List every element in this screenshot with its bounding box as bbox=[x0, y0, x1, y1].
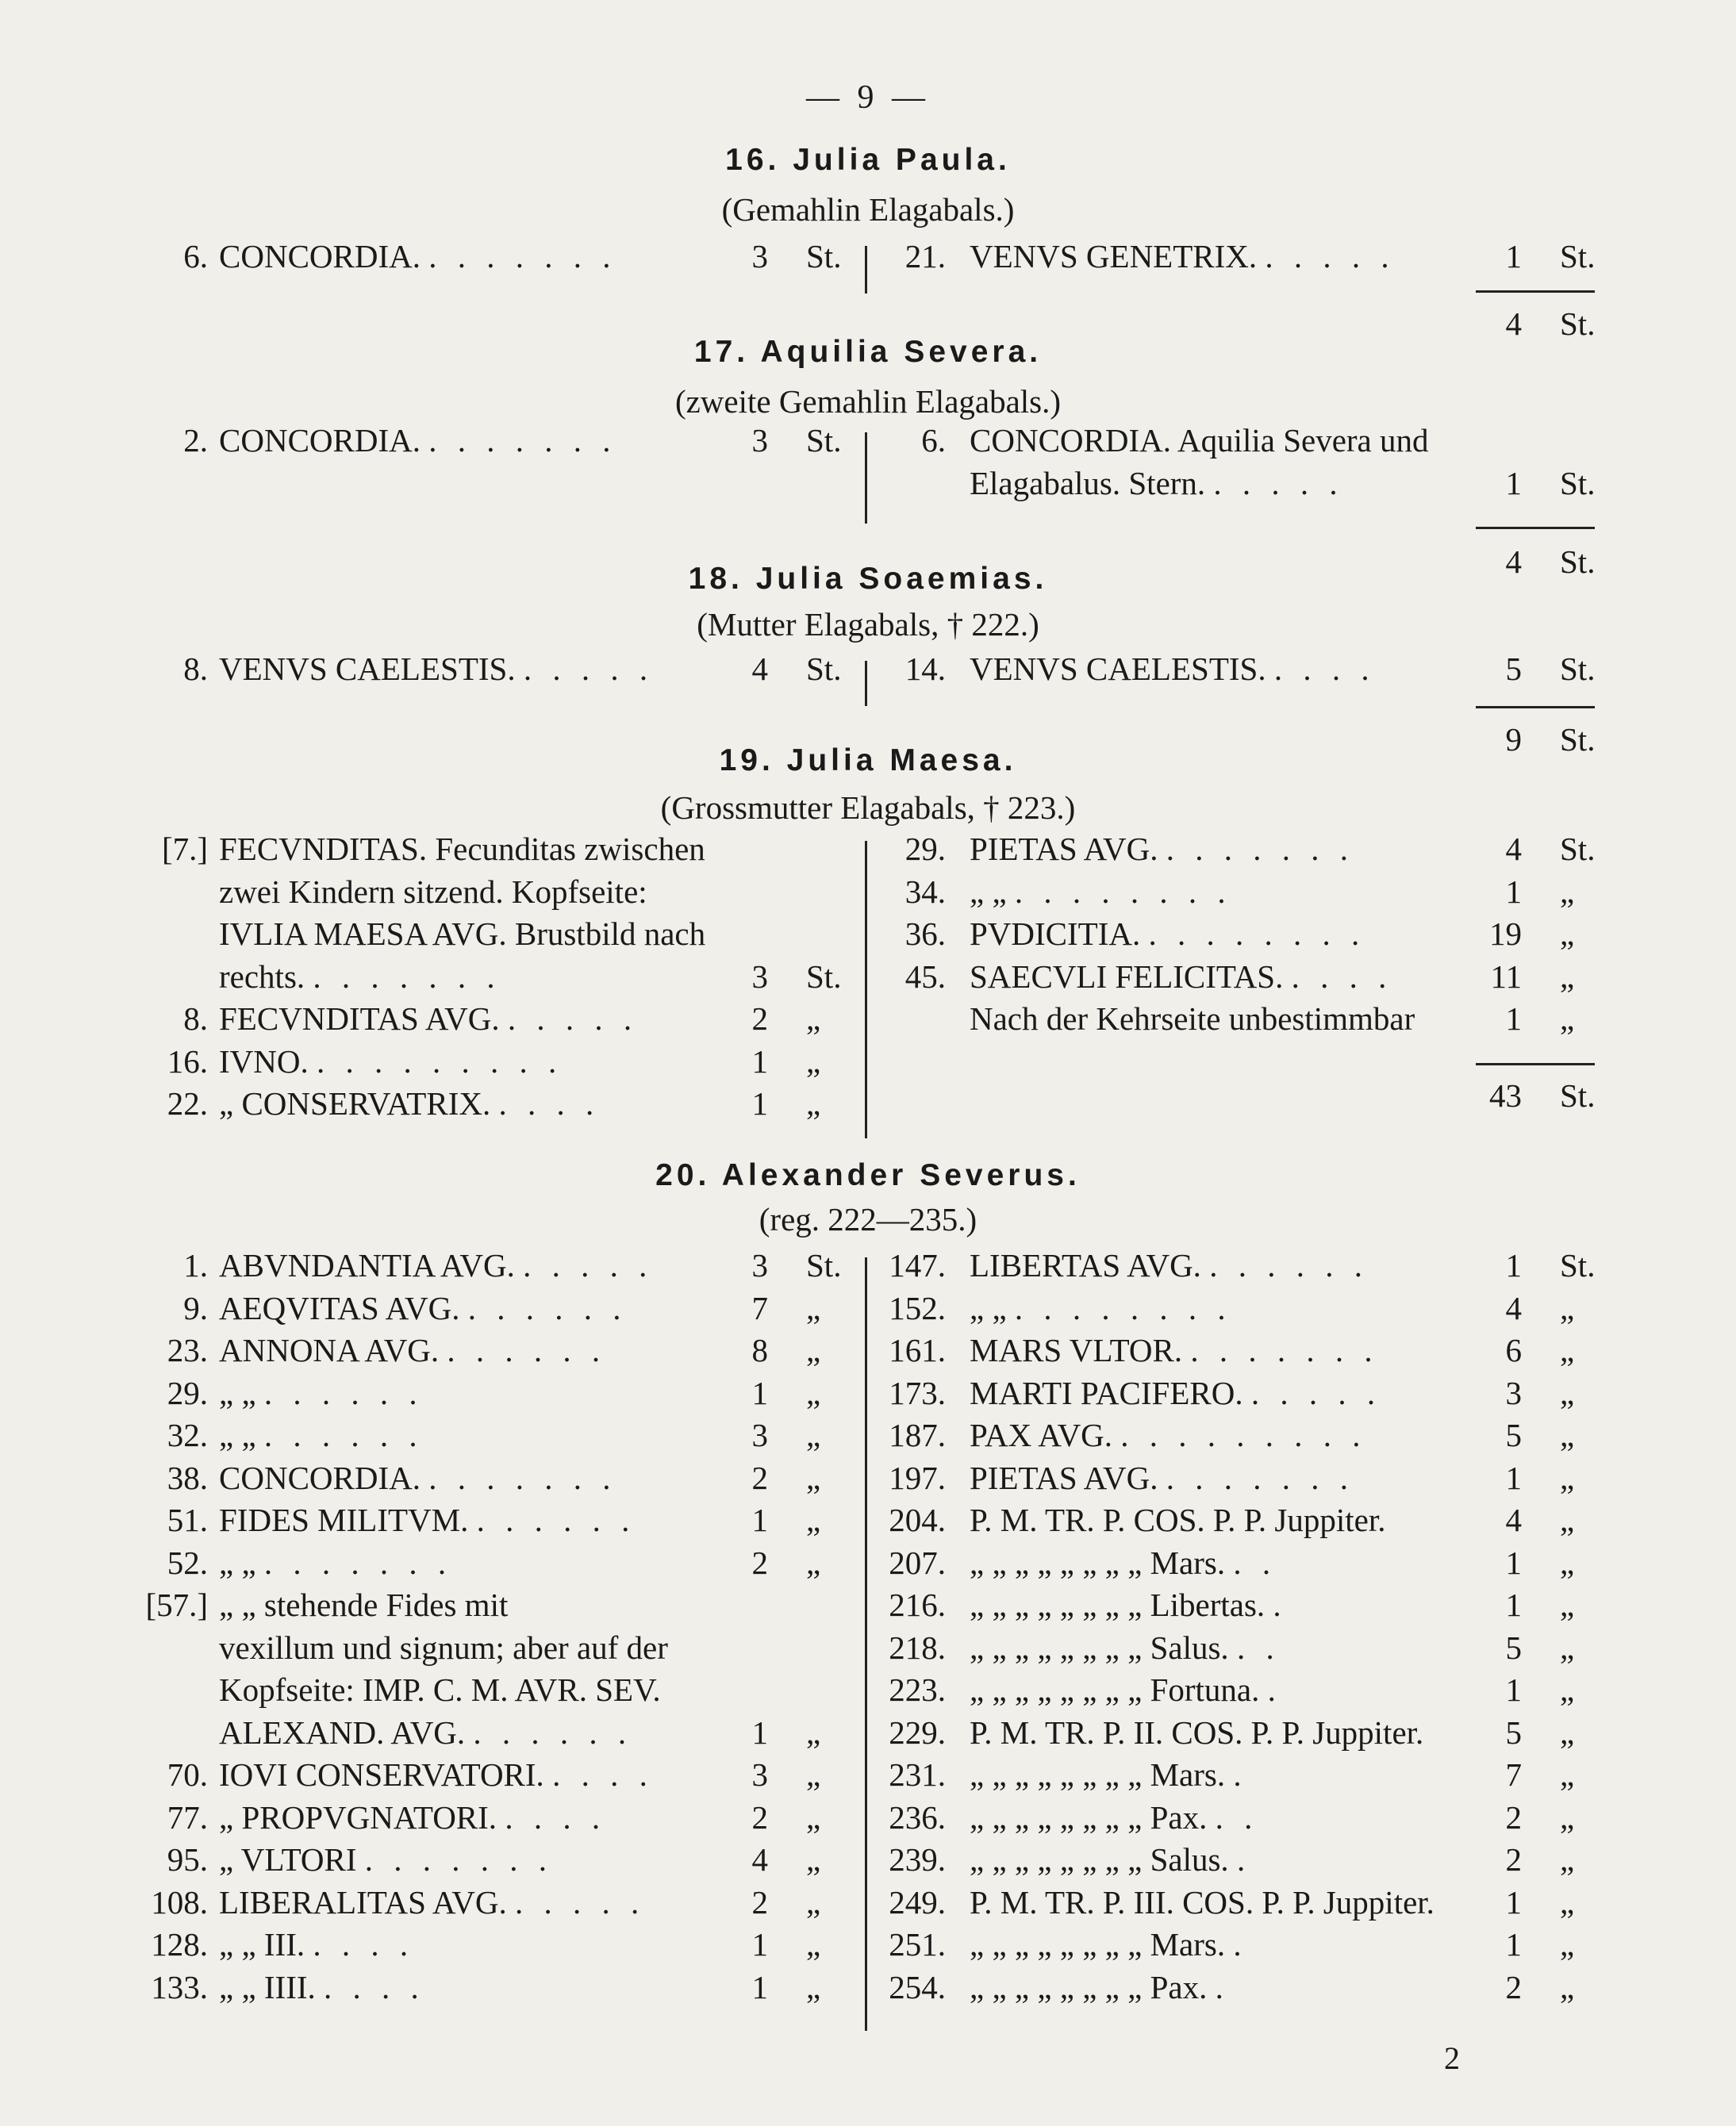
left-entry-number: 95. bbox=[167, 1841, 208, 1878]
leader-dots: . . . . . . . bbox=[428, 238, 617, 274]
left-entry-text: IVLIA MAESA AVG. Brustbild nach bbox=[219, 915, 706, 952]
right-entry-unit: St. bbox=[1560, 238, 1596, 274]
left-entry-unit: „ bbox=[806, 1926, 821, 1963]
leader-dots: . bbox=[1273, 1587, 1288, 1623]
left-entry-number: 108. bbox=[151, 1883, 208, 1921]
right-entry-unit: „ bbox=[1560, 1883, 1575, 1921]
leader-dots: . . bbox=[1236, 1629, 1281, 1666]
leader-dots: . . . . . . bbox=[263, 1374, 424, 1411]
left-entry-count: 1 bbox=[751, 1968, 768, 2005]
left-entry-number: 51. bbox=[167, 1502, 208, 1538]
total-count: 4 bbox=[1505, 543, 1522, 580]
left-entry-count: 3 bbox=[751, 1417, 768, 1453]
left-entry-number: 133. bbox=[151, 1968, 208, 2005]
left-entry-count: 3 bbox=[751, 238, 768, 274]
right-entry-text: MARS VLTOR. . . . . . . . bbox=[970, 1332, 1379, 1368]
right-entry-unit: „ bbox=[1560, 1502, 1575, 1538]
section-title: 20. Alexander Severus. bbox=[655, 1158, 1081, 1192]
right-entry-count: 19 bbox=[1489, 915, 1522, 952]
left-entry-text: FECVNDITAS AVG. . . . . . bbox=[219, 1000, 639, 1037]
right-entry-unit: „ bbox=[1560, 915, 1575, 952]
right-entry-text: PIETAS AVG. . . . . . . . bbox=[970, 1459, 1354, 1496]
right-entry-text: „ „ „ „ „ „ „ „ Mars. . bbox=[970, 1926, 1248, 1963]
left-entry-count: 1 bbox=[751, 1085, 768, 1122]
right-entry-number: 207. bbox=[889, 1544, 946, 1581]
right-entry-text: „ „ „ „ „ „ „ „ Salus. . . bbox=[970, 1629, 1281, 1666]
right-entry-text: P. M. TR. P. COS. P. P. Juppiter. bbox=[970, 1502, 1386, 1538]
right-entry-text: „ „ „ „ „ „ „ „ Mars. . bbox=[970, 1756, 1248, 1793]
left-entry-unit: St. bbox=[806, 957, 842, 995]
leader-dots: . . . . bbox=[324, 1968, 425, 2005]
section-title: 17. Aquilia Severa. bbox=[693, 335, 1043, 369]
left-entry-unit: „ bbox=[806, 1883, 821, 1921]
left-entry-unit: „ bbox=[806, 1544, 821, 1581]
left-entry-number: 6. bbox=[183, 238, 208, 274]
left-entry-number: [57.] bbox=[145, 1587, 208, 1623]
left-entry-number: 2. bbox=[183, 422, 208, 459]
right-entry-number: 223. bbox=[889, 1671, 946, 1708]
left-entry-count: 4 bbox=[751, 1841, 768, 1878]
leader-dots: . . . . . . bbox=[476, 1502, 636, 1538]
leader-dots: . . . . . . bbox=[473, 1713, 633, 1751]
left-entry-text: rechts. . . . . . . . bbox=[219, 957, 501, 995]
signature-mark: 2 bbox=[1444, 2040, 1460, 2076]
right-entry-count: 1 bbox=[1505, 1587, 1522, 1623]
left-entry-text: ANNONA AVG. . . . . . . bbox=[219, 1332, 607, 1368]
total-unit: St. bbox=[1560, 1077, 1596, 1114]
right-entry-text: CONCORDIA. Aquilia Severa und bbox=[970, 422, 1429, 459]
left-entry-number: 9. bbox=[183, 1289, 208, 1326]
leader-dots: . . . . . . bbox=[263, 1417, 424, 1453]
right-entry-count: 1 bbox=[1505, 1544, 1522, 1581]
right-entry-unit: „ bbox=[1560, 1332, 1575, 1368]
right-entry-unit: „ bbox=[1560, 1587, 1575, 1623]
left-entry-number: 8. bbox=[183, 1000, 208, 1037]
left-entry-unit: „ bbox=[806, 1841, 821, 1878]
right-entry-number: 229. bbox=[889, 1713, 946, 1751]
left-entry-count: 2 bbox=[751, 1459, 768, 1496]
left-entry-text: vexillum und signum; aber auf der bbox=[219, 1629, 668, 1666]
left-entry-unit: „ bbox=[806, 1085, 821, 1122]
leader-dots: . . . . bbox=[1291, 957, 1393, 995]
left-entry-count: 2 bbox=[751, 1798, 768, 1836]
right-entry-text: PAX AVG. . . . . . . . . . bbox=[970, 1417, 1367, 1453]
right-entry-unit: „ bbox=[1560, 1459, 1575, 1496]
right-entry-text: „ „ „ „ „ „ „ „ Pax. . . bbox=[970, 1798, 1259, 1836]
leader-dots: . bbox=[1233, 1926, 1248, 1963]
right-entry-count: 1 bbox=[1505, 238, 1522, 274]
leader-dots: . . . . . bbox=[1250, 1374, 1382, 1411]
left-entry-number: 128. bbox=[151, 1926, 208, 1963]
leader-dots: . . . . . . . bbox=[263, 1544, 453, 1581]
right-entry-unit: „ bbox=[1560, 1968, 1575, 2005]
section-title: 19. Julia Maesa. bbox=[719, 743, 1017, 777]
left-entry-count: 4 bbox=[751, 650, 768, 687]
left-entry-text: LIBERALITAS AVG. . . . . . bbox=[219, 1883, 646, 1921]
right-entry-text: Elagabalus. Stern. . . . . . bbox=[970, 464, 1344, 501]
right-entry-unit: „ bbox=[1560, 957, 1575, 995]
left-entry-text: ABVNDANTIA AVG. . . . . . bbox=[219, 1247, 654, 1284]
left-entry-number: 23. bbox=[167, 1332, 208, 1368]
right-entry-count: 2 bbox=[1505, 1841, 1522, 1878]
left-entry-text: AEQVITAS AVG. . . . . . . bbox=[219, 1289, 628, 1326]
right-entry-number: 251. bbox=[889, 1926, 946, 1963]
leader-dots: . . . . . . . bbox=[428, 422, 617, 459]
left-entry-unit: St. bbox=[806, 422, 842, 459]
total-rule bbox=[1476, 527, 1595, 529]
right-entry-unit: St. bbox=[1560, 464, 1596, 501]
right-entry-count: 1 bbox=[1505, 1883, 1522, 1921]
right-entry-number: 231. bbox=[889, 1756, 946, 1793]
left-entry-unit: „ bbox=[806, 1417, 821, 1453]
leader-dots: . . . . . bbox=[507, 1000, 639, 1037]
left-entry-number: [7.] bbox=[161, 831, 208, 867]
right-entry-count: 1 bbox=[1505, 1459, 1522, 1496]
right-entry-unit: St. bbox=[1560, 650, 1596, 687]
left-entry-unit: St. bbox=[806, 238, 842, 274]
section-subtitle: (zweite Gemahlin Elagabals.) bbox=[674, 383, 1062, 420]
leader-dots: . . bbox=[1233, 1544, 1277, 1581]
left-entry-unit: „ bbox=[806, 1756, 821, 1793]
left-entry-number: 52. bbox=[167, 1544, 208, 1581]
left-entry-text: CONCORDIA. . . . . . . . bbox=[219, 238, 617, 274]
total-count: 43 bbox=[1489, 1077, 1522, 1114]
left-entry-count: 8 bbox=[751, 1332, 768, 1368]
right-entry-number: 197. bbox=[889, 1459, 946, 1496]
left-entry-unit: „ bbox=[806, 1289, 821, 1326]
section-subtitle: (Grossmutter Elagabals, † 223.) bbox=[660, 789, 1076, 826]
leader-dots: . . . . bbox=[313, 1926, 415, 1963]
right-entry-unit: „ bbox=[1560, 1926, 1575, 1963]
left-entry-text: CONCORDIA. . . . . . . . bbox=[219, 1459, 617, 1496]
right-entry-unit: „ bbox=[1560, 873, 1575, 910]
left-entry-unit: „ bbox=[806, 1374, 821, 1411]
left-entry-text: „ „ III. . . . . bbox=[219, 1926, 415, 1963]
right-entry-count: 1 bbox=[1505, 873, 1522, 910]
right-entry-count: 1 bbox=[1505, 464, 1522, 501]
leader-dots: . . . . . . bbox=[467, 1289, 628, 1326]
left-entry-unit: „ bbox=[806, 1459, 821, 1496]
right-entry-count: 5 bbox=[1505, 1629, 1522, 1666]
right-entry-number: 161. bbox=[889, 1332, 946, 1368]
left-entry-count: 1 bbox=[751, 1042, 768, 1080]
left-entry-count: 3 bbox=[751, 422, 768, 459]
total-count: 9 bbox=[1505, 721, 1522, 758]
right-entry-count: 4 bbox=[1505, 1289, 1522, 1326]
total-unit: St. bbox=[1560, 721, 1596, 758]
section-title: 18. Julia Soaemias. bbox=[688, 562, 1048, 596]
total-rule bbox=[1476, 290, 1595, 293]
right-entry-count: 1 bbox=[1505, 1671, 1522, 1708]
left-entry-text: „ VLTORI . . . . . . . bbox=[219, 1841, 554, 1878]
right-entry-text: P. M. TR. P. II. COS. P. P. Juppiter. bbox=[970, 1713, 1424, 1751]
right-entry-unit: „ bbox=[1560, 1713, 1575, 1751]
right-entry-number: 236. bbox=[889, 1798, 946, 1836]
right-entry-text: „ „ . . . . . . . . bbox=[970, 1289, 1232, 1326]
leader-dots: . . . . . . . bbox=[1166, 831, 1354, 867]
left-entry-count: 3 bbox=[751, 1247, 768, 1284]
left-entry-text: CONCORDIA. . . . . . . . bbox=[219, 422, 617, 459]
right-entry-number: 21. bbox=[904, 238, 946, 274]
left-entry-number: 70. bbox=[167, 1756, 208, 1793]
leader-dots: . bbox=[1215, 1968, 1230, 2005]
left-entry-unit: „ bbox=[806, 1000, 821, 1037]
leader-dots: . . . . . . . bbox=[1166, 1459, 1354, 1496]
left-entry-unit: „ bbox=[806, 1042, 821, 1080]
right-entry-text: LIBERTAS AVG. . . . . . . bbox=[970, 1247, 1369, 1284]
page-number: — 9 — bbox=[806, 79, 930, 116]
leader-dots: . . . . . . . . . bbox=[1120, 1417, 1367, 1453]
right-entry-text: „ „ „ „ „ „ „ „ Pax. . bbox=[970, 1968, 1230, 2005]
right-entry-number: 45. bbox=[904, 957, 946, 995]
left-entry-text: „ PROPVGNATORI. . . . . bbox=[219, 1798, 607, 1836]
leader-dots: . . . . . . . . bbox=[1014, 1289, 1232, 1326]
right-entry-unit: „ bbox=[1560, 1374, 1575, 1411]
right-entry-count: 7 bbox=[1505, 1756, 1522, 1793]
leader-dots: . . . . . . . . bbox=[1148, 915, 1366, 952]
right-entry-count: 3 bbox=[1505, 1374, 1522, 1411]
right-entry-count: 1 bbox=[1505, 1926, 1522, 1963]
right-entry-text: Nach der Kehrseite unbestimmbar bbox=[970, 1000, 1415, 1037]
leader-dots: . . . . . bbox=[523, 650, 655, 687]
right-entry-number: 249. bbox=[889, 1883, 946, 1921]
left-entry-number: 77. bbox=[167, 1798, 208, 1836]
right-entry-count: 5 bbox=[1505, 1713, 1522, 1751]
left-entry-text: „ „ stehende Fides mit bbox=[219, 1587, 509, 1623]
section-title: 16. Julia Paula. bbox=[725, 143, 1011, 177]
leader-dots: . . . . . . . bbox=[364, 1841, 554, 1878]
leader-dots: . . . . bbox=[552, 1756, 654, 1793]
right-entry-number: 14. bbox=[904, 650, 946, 687]
leader-dots: . . . . . bbox=[514, 1883, 646, 1921]
left-entry-number: 16. bbox=[167, 1042, 208, 1080]
total-unit: St. bbox=[1560, 543, 1596, 580]
left-entry-unit: „ bbox=[806, 1713, 821, 1751]
right-entry-unit: „ bbox=[1560, 1671, 1575, 1708]
right-entry-number: 6. bbox=[921, 422, 946, 459]
leader-dots: . . . . . bbox=[1213, 464, 1344, 501]
right-entry-count: 1 bbox=[1505, 1000, 1522, 1037]
leader-dots: . . bbox=[1215, 1798, 1259, 1836]
left-entry-count: 2 bbox=[751, 1000, 768, 1037]
right-entry-unit: „ bbox=[1560, 1000, 1575, 1037]
leader-dots: . . . . bbox=[505, 1798, 607, 1836]
left-entry-text: IVNO. . . . . . . . . . bbox=[219, 1042, 563, 1080]
left-entry-unit: „ bbox=[806, 1968, 821, 2005]
right-entry-unit: „ bbox=[1560, 1417, 1575, 1453]
left-entry-unit: „ bbox=[806, 1502, 821, 1538]
right-entry-text: „ „ „ „ „ „ „ „ Libertas. . bbox=[970, 1587, 1288, 1623]
total-rule bbox=[1476, 706, 1595, 708]
right-entry-number: 147. bbox=[889, 1247, 946, 1284]
left-entry-number: 29. bbox=[167, 1374, 208, 1411]
leader-dots: . . . . . . . bbox=[313, 957, 501, 995]
left-entry-count: 1 bbox=[751, 1713, 768, 1751]
right-entry-text: „ „ „ „ „ „ „ „ Mars. . . bbox=[970, 1544, 1277, 1581]
right-entry-text: SAECVLI FELICITAS. . . . . bbox=[970, 957, 1393, 995]
right-entry-unit: „ bbox=[1560, 1841, 1575, 1878]
right-entry-number: 152. bbox=[889, 1289, 946, 1326]
left-entry-text: „ „ . . . . . . bbox=[219, 1374, 424, 1411]
left-entry-text: „ „ . . . . . . bbox=[219, 1417, 424, 1453]
left-entry-text: FIDES MILITVM. . . . . . . bbox=[219, 1502, 636, 1538]
left-entry-count: 3 bbox=[751, 1756, 768, 1793]
leader-dots: . . . . . . bbox=[1209, 1247, 1369, 1284]
leader-dots: . bbox=[1267, 1671, 1282, 1708]
right-entry-count: 4 bbox=[1505, 831, 1522, 867]
leader-dots: . . . . . . . . bbox=[1014, 873, 1232, 910]
right-entry-unit: „ bbox=[1560, 1544, 1575, 1581]
right-entry-number: 218. bbox=[889, 1629, 946, 1666]
left-entry-text: IOVI CONSERVATORI. . . . . bbox=[219, 1756, 654, 1793]
left-entry-count: 1 bbox=[751, 1926, 768, 1963]
right-entry-text: PVDICITIA. . . . . . . . . bbox=[970, 915, 1366, 952]
right-entry-text: MARTI PACIFERO. . . . . . bbox=[970, 1374, 1382, 1411]
section-subtitle: (reg. 222—235.) bbox=[759, 1201, 977, 1238]
left-entry-number: 32. bbox=[167, 1417, 208, 1453]
left-entry-text: ALEXAND. AVG. . . . . . . bbox=[219, 1713, 633, 1751]
left-entry-text: „ „ . . . . . . . bbox=[219, 1544, 453, 1581]
section-subtitle: (Gemahlin Elagabals.) bbox=[721, 191, 1015, 228]
right-entry-count: 6 bbox=[1505, 1332, 1522, 1368]
left-entry-number: 22. bbox=[167, 1085, 208, 1122]
left-entry-count: 1 bbox=[751, 1374, 768, 1411]
left-entry-unit: St. bbox=[806, 1247, 842, 1284]
left-entry-count: 2 bbox=[751, 1544, 768, 1581]
right-entry-number: 187. bbox=[889, 1417, 946, 1453]
right-entry-count: 5 bbox=[1505, 650, 1522, 687]
right-entry-text: VENVS GENETRIX. . . . . . bbox=[970, 238, 1396, 274]
leader-dots: . . . . . . . bbox=[428, 1459, 617, 1496]
leader-dots: . . . . . . bbox=[447, 1332, 607, 1368]
left-entry-text: VENVS CAELESTIS. . . . . . bbox=[219, 650, 655, 687]
left-entry-count: 3 bbox=[751, 957, 768, 995]
right-entry-number: 239. bbox=[889, 1841, 946, 1878]
right-entry-text: „ „ . . . . . . . . bbox=[970, 873, 1232, 910]
right-entry-unit: St. bbox=[1560, 831, 1596, 867]
right-entry-number: 254. bbox=[889, 1968, 946, 2005]
right-entry-text: P. M. TR. P. III. COS. P. P. Juppiter. bbox=[970, 1883, 1435, 1921]
right-entry-text: „ „ „ „ „ „ „ „ Salus. . bbox=[970, 1841, 1252, 1878]
total-unit: St. bbox=[1560, 305, 1596, 342]
total-rule bbox=[1476, 1063, 1595, 1065]
right-entry-number: 36. bbox=[904, 915, 946, 952]
right-entry-number: 173. bbox=[889, 1374, 946, 1411]
right-entry-text: „ „ „ „ „ „ „ „ Fortuna. . bbox=[970, 1671, 1282, 1708]
left-entry-count: 2 bbox=[751, 1883, 768, 1921]
left-entry-count: 1 bbox=[751, 1502, 768, 1538]
left-entry-unit: „ bbox=[806, 1332, 821, 1368]
leader-dots: . bbox=[1236, 1841, 1252, 1878]
right-entry-number: 34. bbox=[904, 873, 946, 910]
left-entry-number: 8. bbox=[183, 650, 208, 687]
right-entry-count: 5 bbox=[1505, 1417, 1522, 1453]
left-entry-text: „ „ IIII. . . . . bbox=[219, 1968, 425, 2005]
right-entry-unit: „ bbox=[1560, 1756, 1575, 1793]
section-subtitle: (Mutter Elagabals, † 222.) bbox=[697, 606, 1039, 643]
right-entry-count: 2 bbox=[1505, 1798, 1522, 1836]
leader-dots: . . . . bbox=[1273, 650, 1376, 687]
leader-dots: . . . . . bbox=[523, 1247, 654, 1284]
leader-dots: . . . . . . . bbox=[1190, 1332, 1379, 1368]
left-entry-text: FECVNDITAS. Fecunditas zwischen bbox=[219, 831, 705, 867]
leader-dots: . . . . . bbox=[1265, 238, 1396, 274]
left-entry-count: 7 bbox=[751, 1289, 768, 1326]
right-entry-number: 204. bbox=[889, 1502, 946, 1538]
right-entry-count: 11 bbox=[1490, 957, 1522, 995]
left-entry-number: 1. bbox=[183, 1247, 208, 1284]
leader-dots: . . . . bbox=[498, 1085, 601, 1122]
left-entry-text: zwei Kindern sitzend. Kopfseite: bbox=[219, 873, 647, 910]
right-entry-count: 1 bbox=[1505, 1247, 1522, 1284]
right-entry-unit: „ bbox=[1560, 1629, 1575, 1666]
right-entry-text: PIETAS AVG. . . . . . . . bbox=[970, 831, 1354, 867]
right-entry-number: 29. bbox=[904, 831, 946, 867]
left-entry-text: Kopfseite: IMP. C. M. AVR. SEV. bbox=[219, 1671, 661, 1708]
right-entry-number: 216. bbox=[889, 1587, 946, 1623]
right-entry-unit: „ bbox=[1560, 1798, 1575, 1836]
right-entry-count: 4 bbox=[1505, 1502, 1522, 1538]
left-entry-number: 38. bbox=[167, 1459, 208, 1496]
leader-dots: . bbox=[1233, 1756, 1248, 1793]
right-entry-unit: „ bbox=[1560, 1289, 1575, 1326]
left-entry-unit: St. bbox=[806, 650, 842, 687]
right-entry-text: VENVS CAELESTIS. . . . . bbox=[970, 650, 1376, 687]
leader-dots: . . . . . . . . . bbox=[316, 1042, 563, 1080]
right-entry-unit: St. bbox=[1560, 1247, 1596, 1284]
total-count: 4 bbox=[1505, 305, 1522, 342]
left-entry-text: „ CONSERVATRIX. . . . . bbox=[219, 1085, 601, 1122]
right-entry-count: 2 bbox=[1505, 1968, 1522, 2005]
left-entry-unit: „ bbox=[806, 1798, 821, 1836]
